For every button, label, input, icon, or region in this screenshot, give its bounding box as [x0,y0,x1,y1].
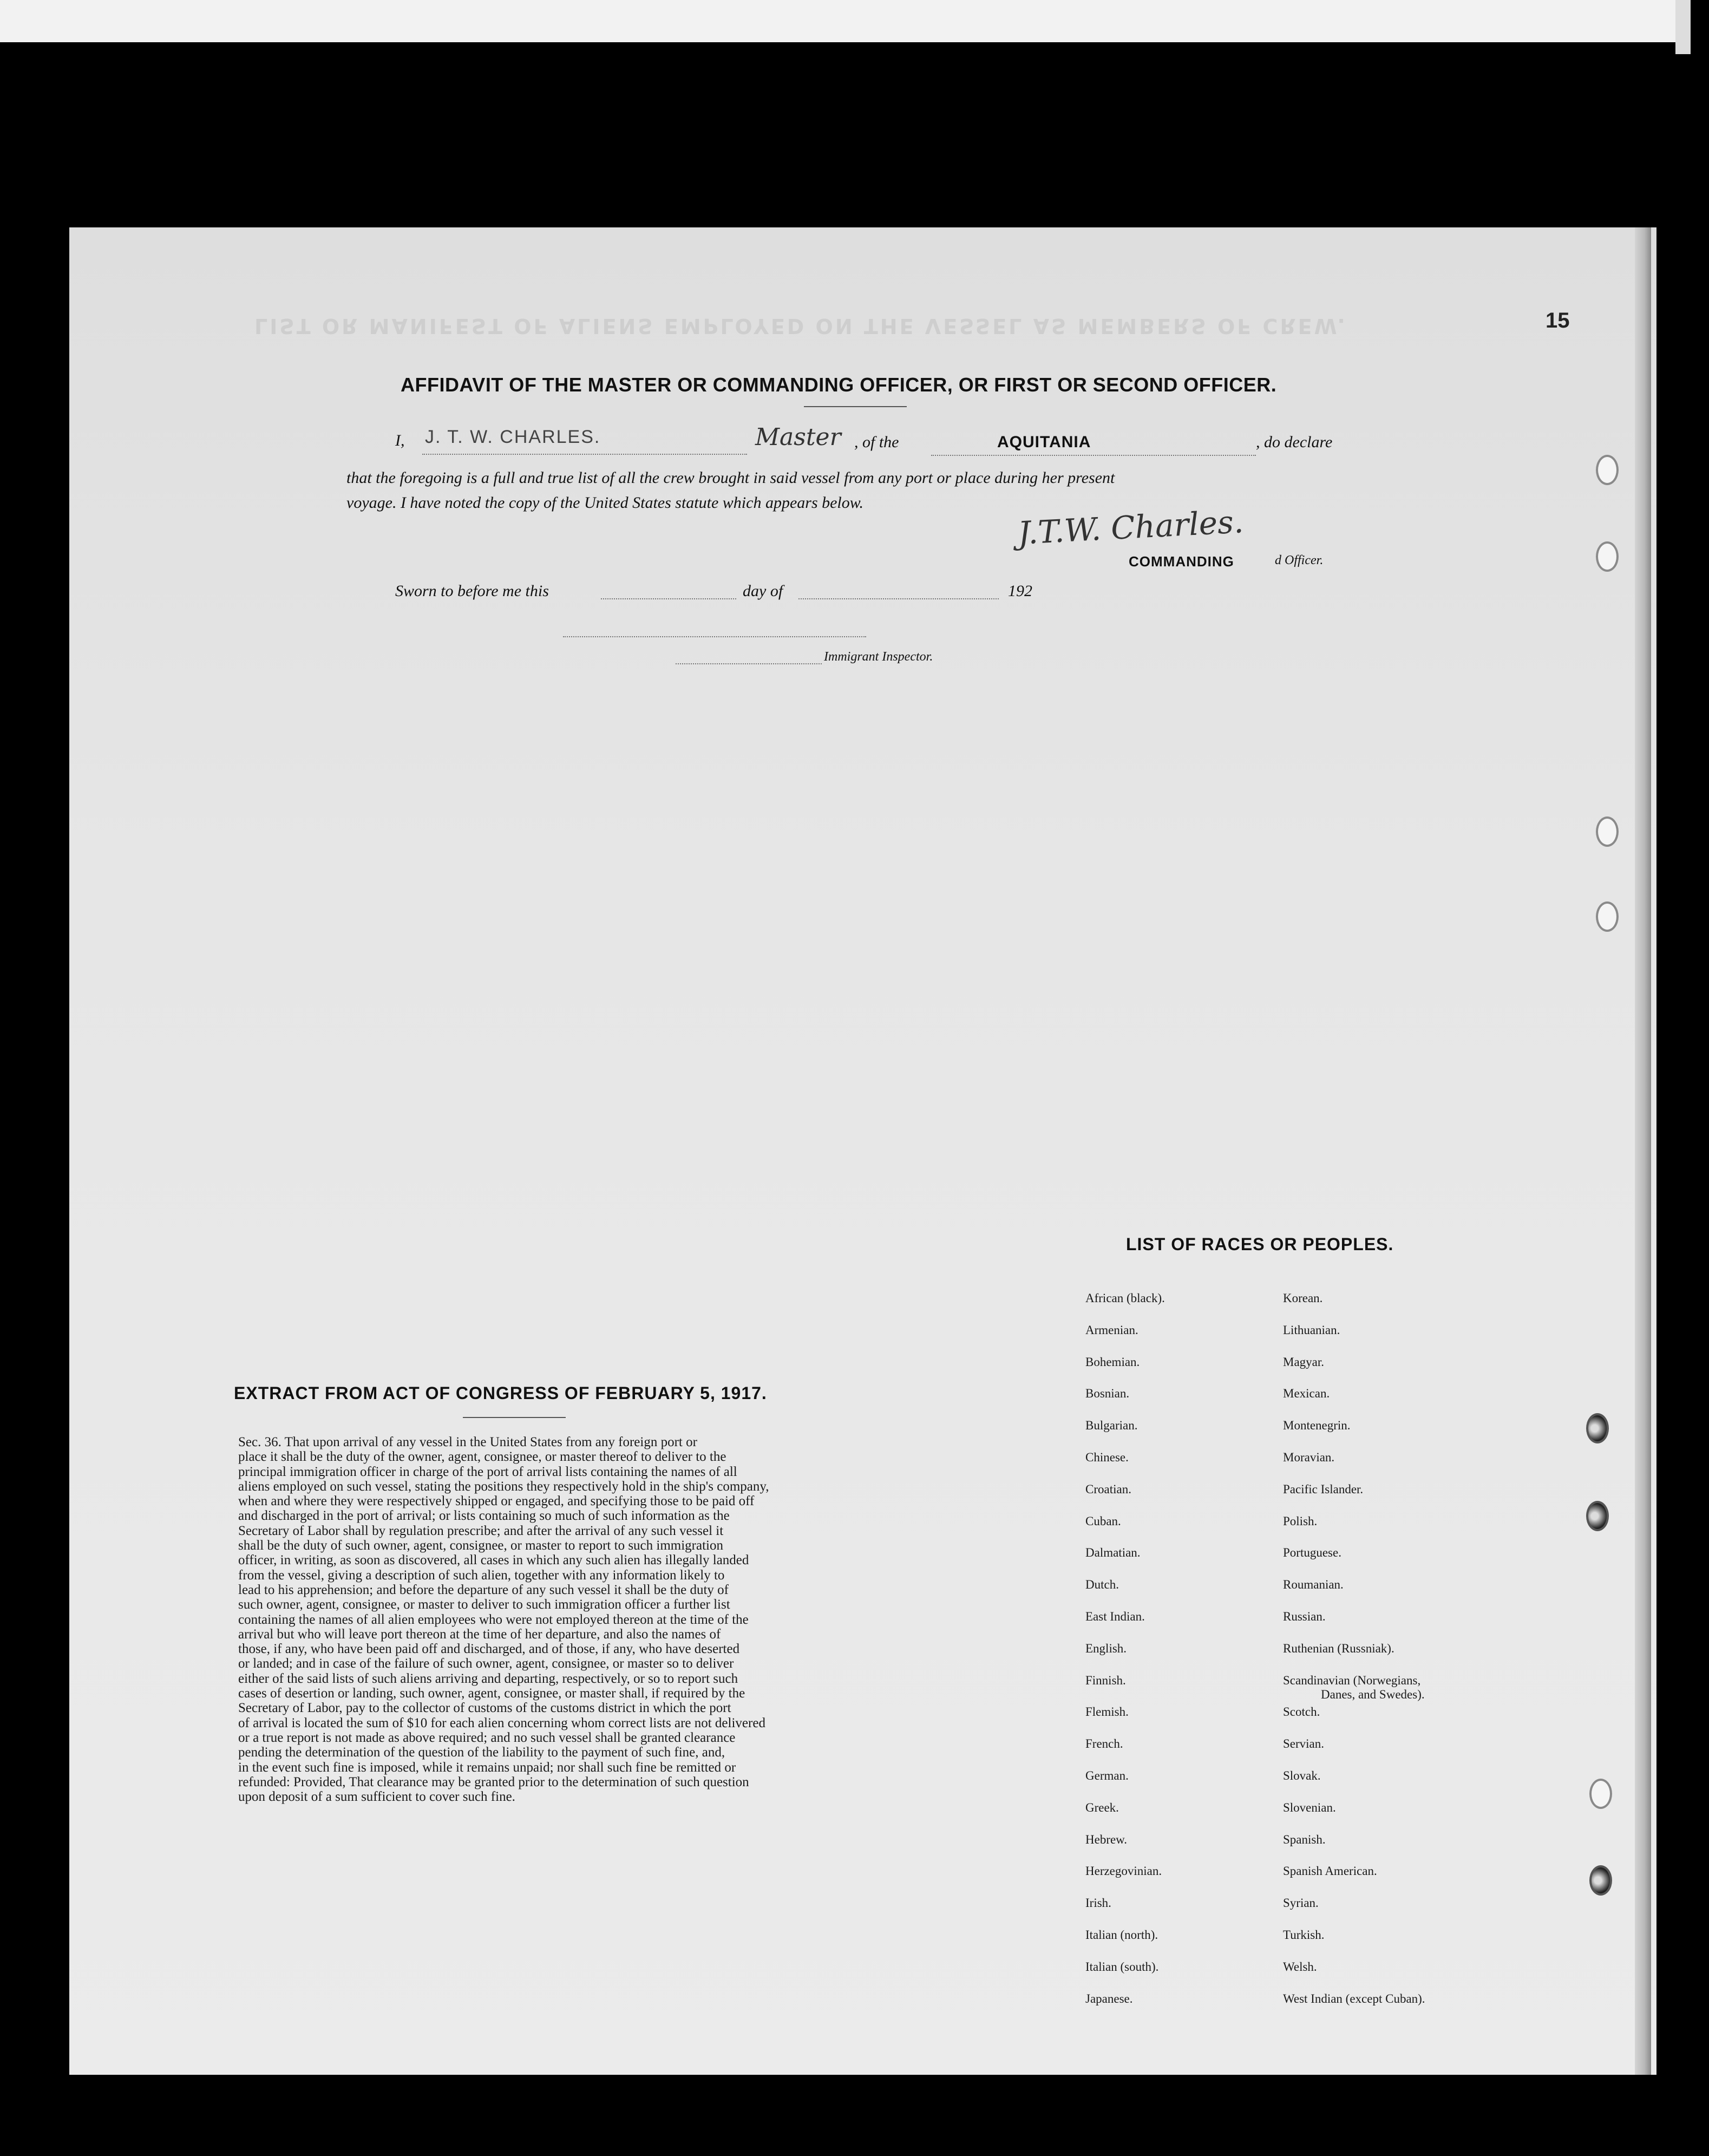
race-item [1085,1514,1121,1528]
punch-hole [1596,901,1619,932]
vessel-name: AQUITANIA [997,433,1091,451]
extract-line: or landed; and in case of the failure of such owner, agent, consignee, or master so to deliver [238,1656,734,1671]
races-title: LIST OF RACES OR PEOPLES. [1126,1234,1394,1254]
race-label: Dutch. [1085,1578,1119,1592]
extract-title: EXTRACT FROM ACT OF CONGRESS OF FEBRUARY 5, 1917. [234,1383,767,1403]
race-label: Slovak. [1283,1769,1321,1782]
extract-line: pending the determination of the question of the liability to the payment of such fine, and, [238,1745,725,1760]
race-label: Hebrew. [1085,1832,1128,1846]
race-item [1085,1769,1129,1783]
race-item [1085,1833,1127,1847]
race-label: Cuban. [1085,1514,1121,1528]
extract-title-underline [463,1417,566,1418]
race-label: Finnish. [1085,1673,1126,1687]
race-label: German. [1085,1769,1129,1782]
extract-line: when and where they were respectively shipped or engaged, and specifying those to be paid off [238,1494,755,1509]
race-label: Portuguese. [1283,1546,1341,1560]
race-label: Herzegovinian. [1085,1864,1162,1878]
extract-line: officer, in writing, as soon as discovered, all cases in which any such alien has illegally landed [238,1553,749,1568]
extract-line: in the event such fine is imposed, while it remains unpaid; nor shall such fine be remitted or [238,1760,736,1775]
race-label: Greek. [1085,1800,1119,1814]
extract-line: place it shall be the duty of the owner, agent, consignee, or master thereof to deliver to the [238,1449,726,1465]
extract-line: Sec. 36. That upon arrival of any vessel in the United States from any foreign port or [238,1435,697,1449]
race-item [1283,1705,1320,1719]
race-item [1085,1387,1129,1401]
race-item [1283,1451,1334,1465]
race-item [1283,1355,1324,1369]
race-item [1085,1864,1162,1878]
race-item [1085,1801,1119,1815]
rank-handwritten: Master [755,423,841,451]
sworn-month-line [798,598,999,599]
race-item [1085,1323,1138,1337]
race-label: Dalmatian. [1085,1546,1141,1560]
race-item [1283,1514,1317,1528]
race-label: Croatian. [1085,1482,1131,1496]
of-the-label: , of the [854,433,899,451]
title-underline [804,406,907,407]
race-item [1283,1833,1326,1847]
race-item [1085,1960,1158,1974]
vessel-line [931,455,1256,456]
declaration-line-3: voyage. I have noted the copy of the United States statute which appears below. [346,494,864,512]
extract-line: lead to his apprehension; and before the departure of any such vessel it shall be the duty of [238,1582,729,1597]
race-item [1283,1960,1317,1974]
extract-line: and discharged in the port of arrival; or lists containing so much of such information as the [238,1508,730,1524]
race-item [1085,1578,1119,1592]
extract-line: those, if any, who have been paid off and discharged, and of those, if any, who have deserted [238,1642,740,1657]
page-number-mark: 15 [1546,309,1570,332]
extract-body [238,1435,826,1804]
punch-hole [1586,1413,1609,1443]
race-label-continuation: Danes, and Swedes). [1321,1687,1425,1701]
race-item [1283,1769,1321,1783]
race-item [1085,1737,1123,1751]
affidavit-title: AFFIDAVIT OF THE MASTER OR COMMANDING OFFICER, OR FIRST OR SECOND OFFICER. [401,374,1277,396]
declaration-line-2: that the foregoing is a full and true list of all the crew brought in said vessel from any port or place during her present [346,469,1115,487]
races-right-column [1283,1291,1521,2022]
inspector-line-short [676,663,822,664]
race-item [1283,1864,1377,1878]
race-item [1283,1896,1319,1910]
race-label: English. [1085,1641,1127,1655]
inspector-signature-line [563,636,866,637]
race-item [1283,1674,1425,1702]
race-item [1283,1610,1326,1624]
race-label: Mexican. [1283,1387,1330,1401]
extract-line: containing the names of all alien employees who were not employed thereon at the time of the [238,1612,749,1627]
master-name: J. T. W. CHARLES. [425,427,601,447]
race-label: Welsh. [1283,1959,1317,1974]
race-item [1085,1992,1133,2006]
race-item [1283,1419,1351,1433]
race-label: Chinese. [1085,1451,1129,1464]
race-label: Bohemian. [1085,1355,1140,1369]
race-label: Japanese. [1085,1991,1133,2005]
race-label: Polish. [1283,1514,1318,1528]
scan-top-strip [0,0,1689,42]
do-declare-label: , do declare [1256,433,1333,451]
punch-hole [1589,1865,1612,1896]
race-label: Slovenian. [1283,1800,1336,1814]
extract-line: Secretary of Labor, pay to the collector of customs of the customs district in which the port [238,1701,731,1716]
race-item [1085,1482,1131,1497]
extract-line: refunded: Provided, That clearance may be granted prior to the determination of such question [238,1774,749,1789]
punch-hole [1586,1501,1609,1531]
race-item [1283,1992,1425,2006]
punch-hole [1596,816,1619,847]
race-item [1085,1451,1129,1465]
race-item [1283,1928,1325,1942]
race-item [1283,1323,1340,1337]
race-label: Ruthenian (Russniak). [1283,1641,1394,1655]
page-edge-shadow [1635,227,1651,2075]
race-item [1283,1291,1322,1305]
extract-line: cases of desertion or landing, such owner, agent, consignee, or master shall, if required by the [238,1686,745,1701]
bleed-through-text: LIST OR MANIFEST OF ALIENS EMPLOYED ON THE VESSEL AS MEMBERS OF CREW. [254,314,1347,338]
race-label: Scotch. [1283,1705,1320,1719]
race-item [1283,1578,1344,1592]
year-label: 192 [1008,582,1032,600]
race-item [1085,1610,1145,1624]
race-item [1085,1546,1141,1560]
signature: J.T.W. Charles. [1017,503,1245,552]
race-label: Turkish. [1283,1928,1325,1942]
race-label: Magyar. [1283,1355,1325,1369]
scan-top-edge [1675,0,1691,54]
commanding-stamp: COMMANDING [1129,553,1234,570]
extract-line: Secretary of Labor shall by regulation prescribe; and after the arrival of any such vessel it [238,1523,724,1538]
punch-hole [1596,455,1619,485]
race-label: Spanish. [1283,1832,1326,1846]
race-label: Italian (south). [1085,1959,1159,1974]
race-label: Spanish American. [1283,1864,1377,1878]
extract-line: of arrival is located the sum of $10 for each alien concerning whom correct lists are not delivered [238,1715,765,1730]
race-label: Irish. [1085,1896,1111,1910]
race-item [1085,1642,1127,1656]
officer-suffix: d Officer. [1275,553,1324,567]
extract-line: arrival but who will leave port thereon at the time of her departure, and also the names of [238,1626,721,1642]
sworn-day-line [601,598,736,599]
race-label: Pacific Islander. [1283,1482,1364,1496]
inspector-label: Immigrant Inspector. [824,650,933,664]
race-item [1283,1642,1394,1656]
sworn-label: Sworn to before me this [395,582,549,600]
race-item [1085,1419,1137,1433]
race-item [1283,1546,1341,1560]
i-label: I, [395,432,405,449]
race-label: Moravian. [1283,1451,1335,1464]
extract-line: or a true report is not made as above required; and no such vessel shall be granted clearance [238,1730,736,1745]
race-label: French. [1085,1737,1123,1751]
race-label: Italian (north). [1085,1928,1158,1942]
race-label: Scandinavian (Norwegians, [1283,1673,1421,1687]
races-left-column [1085,1291,1269,2022]
race-label: West Indian (except Cuban). [1283,1991,1425,2005]
race-item [1085,1674,1126,1688]
race-label: East Indian. [1085,1610,1145,1623]
race-label: Bosnian. [1085,1387,1130,1401]
race-label: Russian. [1283,1610,1326,1623]
race-label: Bulgarian. [1085,1419,1138,1433]
race-label: Montenegrin. [1283,1419,1351,1433]
race-label: Syrian. [1283,1896,1319,1910]
race-item [1085,1291,1165,1305]
race-label: Roumanian. [1283,1578,1344,1592]
extract-line: either of the said lists of such aliens arriving and departing, respectively, or so to report such [238,1671,738,1686]
race-item [1085,1896,1111,1910]
race-label: Servian. [1283,1737,1325,1751]
extract-line: aliens employed on such vessel, stating the positions they respectively hold in the ship's company, [238,1479,769,1494]
race-label: Flemish. [1085,1705,1129,1719]
race-label: Lithuanian. [1283,1323,1340,1337]
race-item [1283,1737,1324,1751]
extract-line: principal immigration officer in charge of the port of arrival lists containing the names of all [238,1464,737,1479]
race-label: Korean. [1283,1291,1323,1305]
day-of-label: day of [743,582,783,600]
punch-hole [1596,541,1619,572]
punch-hole [1589,1779,1612,1809]
race-item [1283,1387,1330,1401]
extract-line: from the vessel, giving a description of such alien, together with any information likely to [238,1567,725,1583]
extract-line: shall be the duty of such owner, agent, consignee, or master to report to such immigration [238,1538,723,1553]
extract-line: upon deposit of a sum sufficient to cover such fine. [238,1789,515,1805]
extract-line: such owner, agent, consignee, or master to deliver to such immigration officer a further list [238,1597,730,1612]
race-label: Armenian. [1085,1323,1138,1337]
race-item [1085,1705,1129,1719]
race-item [1283,1482,1363,1497]
race-item [1085,1928,1158,1942]
name-line [422,454,747,455]
race-label: African (black). [1085,1291,1165,1305]
race-item [1085,1355,1140,1369]
race-item [1283,1801,1336,1815]
